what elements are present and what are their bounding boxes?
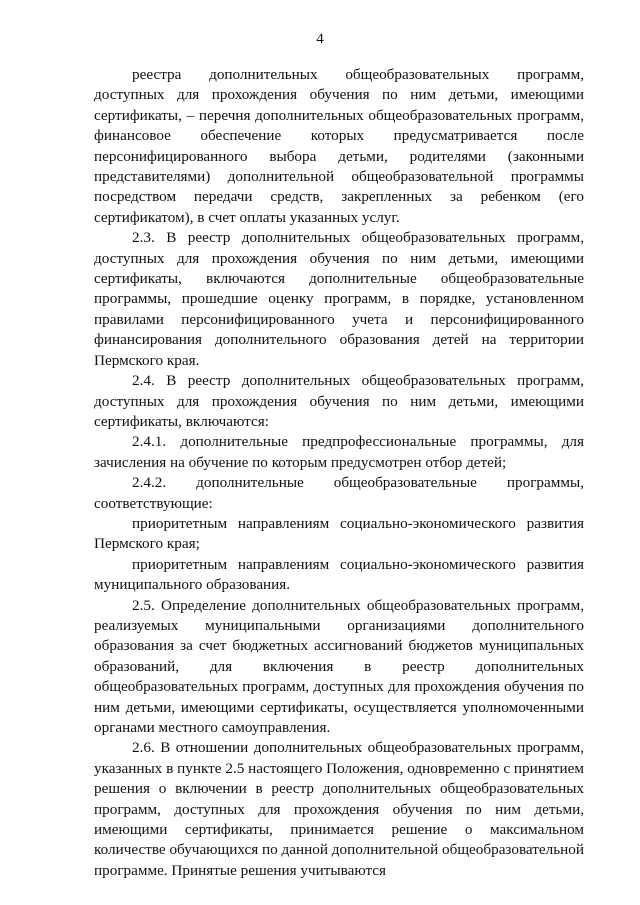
paragraph-2-6: 2.6. В отношении дополнительных общеобразовательных программ, указанных в пункте 2.5 настоящего Положения, одновременно с принятием решения о включении в реестр дополнительных общеобразовательных программ, доступных для прохождения обучения по ним детьми, имеющими сертификаты, принимается решение о максимальном количестве обучающихся по данной дополнительной общеобразовательной программе. Принятые решения учитываются	[94, 739, 584, 879]
paragraph-priority-region: приоритетным направлениям социально-экономического развития Пермского края;	[94, 514, 584, 553]
page-number: 4	[316, 31, 324, 47]
paragraph-registry-continuation: реестра дополнительных общеобразовательных программ, доступных для прохождения обучения по ним детьми, имеющими сертификаты, – перечня дополнительных общеобразовательных программ, финансовое обеспечение которых предусматривается после персонифицированного выбора детьми, родителями (законными представителями) дополнительной общеобразовательной программы посредством передачи средств, закрепленных за ребенком (его сертификатом), в счет оплаты указанных услуг.	[94, 66, 584, 226]
paragraph-2-5: 2.5. Определение дополнительных общеобразовательных программ, реализуемых муниципальными организациями дополнительного образования за счет бюджетных ассигнований бюджетов муниципальных образований, для включения в реестр дополнительных общеобразовательных программ, доступных для прохождения обучения по ним детьми, имеющими сертификаты, осуществляется уполномоченными органами местного самоуправления.	[94, 596, 584, 736]
document-body	[94, 65, 584, 881]
paragraph-2-4-2: 2.4.2. дополнительные общеобразовательные программы, соответствующие:	[94, 474, 584, 512]
paragraph-2-3: 2.3. В реестр дополнительных общеобразовательных программ, доступных для прохождения обучения по ним детьми, имеющими сертификаты, включаются дополнительные общеобразовательные программы, прошедшие оценку программ, в порядке, установленном правилами персонифицированного учета и персонифицированного финансирования дополнительного образования детей на территории Пермского края.	[94, 229, 584, 369]
paragraph-2-4: 2.4. В реестр дополнительных общеобразовательных программ, доступных для прохождения обучения по ним детьми, имеющими сертификаты, включаются:	[94, 372, 584, 430]
paragraph-priority-municipal: приоритетным направлениям социально-экономического развития муниципального образования.	[94, 555, 584, 594]
paragraph-2-4-1: 2.4.1. дополнительные предпрофессиональные программы, для зачисления на обучение по которым предусмотрен отбор детей;	[94, 433, 584, 471]
